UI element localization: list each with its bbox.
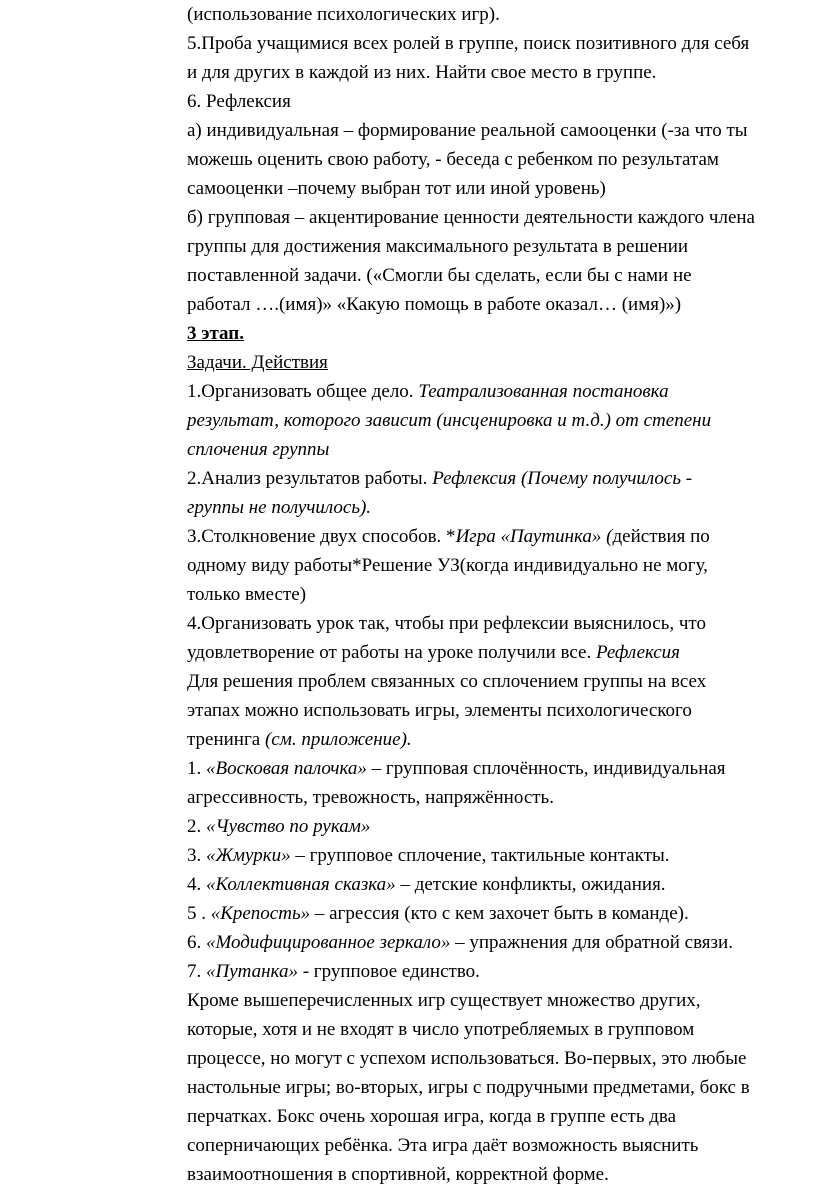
text-line — [187, 551, 708, 580]
text-run: Рефлексия — [595, 642, 680, 663]
text-run: 3. — [187, 845, 206, 866]
text-run: – детские конфликты, ожидания. — [395, 874, 666, 895]
text-line — [187, 638, 680, 667]
text-line — [187, 667, 706, 696]
text-run: «Крепость» — [210, 903, 311, 924]
text-line — [187, 1044, 746, 1073]
text-run: 1.Организовать общее дело. — [187, 381, 419, 402]
text-run: соперничающих ребёнка. Эта игра даёт возможность выяснить — [187, 1135, 699, 1156]
text-line — [187, 899, 689, 928]
text-run: б) групповая – акцентирование ценности деятельности каждого члена — [187, 207, 755, 228]
text-run: 6. Рефлексия — [187, 91, 291, 112]
text-run: настольные игры; во-вторых, игры с подручными предметами, бокс в — [187, 1077, 750, 1098]
text-line — [187, 145, 719, 174]
text-run: которые, хотя и не входят в число употребляемых в групповом — [187, 1019, 695, 1040]
text-run: Игра «Паутинка» ( — [455, 526, 613, 547]
text-run: а) индивидуальная – формирование реальной самооценки (-за что ты — [187, 120, 748, 141]
text-run: и для других в каждой из них. Найти свое место в группе. — [187, 62, 657, 83]
text-line — [187, 319, 244, 348]
text-line — [187, 609, 706, 638]
text-run: 5 . — [187, 903, 211, 924]
text-line — [187, 580, 306, 609]
text-run: этапах можно использовать игры, элементы психологического — [187, 700, 692, 721]
text-run: 3 этап. — [187, 323, 244, 344]
text-run: 1. — [187, 758, 206, 779]
text-line — [187, 812, 370, 841]
text-run: самооценки –почему выбран тот или иной уровень) — [187, 178, 606, 199]
text-line — [187, 203, 755, 232]
text-run: - групповое единство. — [297, 961, 480, 982]
text-line — [187, 406, 711, 435]
text-run: – групповое сплочение, тактильные контакты. — [290, 845, 670, 866]
text-run: результат, которого зависит (инсценировка и т.д.) от степени — [187, 410, 712, 431]
text-line — [187, 493, 371, 522]
text-run: 4. — [187, 874, 206, 895]
text-run: (см. приложение). — [264, 729, 412, 750]
text-run: одному виду работы*Решение УЗ(когда индивидуально не могу, — [187, 555, 708, 576]
text-line — [187, 696, 692, 725]
text-run: только вместе) — [187, 584, 307, 605]
text-run: 2.Анализ результатов работы. — [187, 468, 433, 489]
text-run: «Жмурки» — [206, 845, 291, 866]
text-run: «Восковая палочка» — [206, 758, 367, 779]
text-line — [187, 1131, 698, 1160]
text-line — [187, 783, 554, 812]
text-run: «Чувство по рукам» — [206, 816, 371, 837]
text-line — [187, 1102, 676, 1131]
text-run: взаимоотношения в спортивной, корректной форме. — [187, 1164, 609, 1185]
text-line — [187, 87, 291, 116]
text-run: группы для достижения максимального результата в решении — [187, 236, 689, 257]
text-run: 7. — [187, 961, 206, 982]
text-run: 2. — [187, 816, 206, 837]
text-run: сплочения группы — [187, 439, 330, 460]
text-run: действия по — [612, 526, 710, 547]
text-line — [187, 290, 681, 319]
text-run: «Путанка» — [206, 961, 298, 982]
text-line — [187, 174, 606, 203]
text-line — [187, 841, 669, 870]
text-line — [187, 116, 748, 145]
text-run: 6. — [187, 932, 206, 953]
text-run: (использование психологических игр). — [187, 4, 500, 25]
text-run: процессе, но могут с успехом использоваться. Во-первых, это любые — [187, 1048, 747, 1069]
text-run: группы не получилось). — [187, 497, 372, 518]
text-line — [187, 1015, 694, 1044]
text-run: тренинга — [187, 729, 265, 750]
text-line — [187, 435, 329, 464]
text-run: 3.Столкновение двух способов. * — [187, 526, 456, 547]
text-line — [187, 986, 700, 1015]
text-run: можешь оценить свою работу, - беседа с ребенком по результатам — [187, 149, 719, 170]
text-line — [187, 957, 480, 986]
text-run: 4.Организовать урок так, чтобы при рефлексии выяснилось, что — [187, 613, 706, 634]
text-line — [187, 754, 726, 783]
text-run: поставленной задачи. («Смогли бы сделать, если бы с нами не — [187, 265, 692, 286]
text-line — [187, 464, 692, 493]
text-line — [187, 725, 412, 754]
text-run: Кроме вышеперечисленных игр существует множество других, — [187, 990, 701, 1011]
text-line — [187, 58, 656, 87]
text-line — [187, 1073, 750, 1102]
text-run: «Модифицированное зеркало» — [206, 932, 451, 953]
text-line — [187, 928, 733, 957]
text-line — [187, 232, 688, 261]
text-run: Задачи. Действия — [187, 352, 328, 373]
text-line — [187, 0, 500, 29]
text-line — [187, 377, 669, 406]
text-run: работал ….(имя)» «Какую помощь в работе оказал… (имя)») — [187, 294, 682, 315]
text-run: Театрализованная постановка — [418, 381, 669, 402]
text-line — [187, 348, 328, 377]
text-line — [187, 29, 749, 58]
text-run: «Коллективная сказка» — [206, 874, 396, 895]
text-run: перчатках. Бокс очень хорошая игра, когда в группе есть два — [187, 1106, 677, 1127]
text-line — [187, 870, 666, 899]
text-run: – групповая сплочённость, индивидуальная — [366, 758, 726, 779]
text-run: удовлетворение от работы на уроке получили все. — [187, 642, 596, 663]
text-line — [187, 522, 710, 551]
text-line — [187, 261, 692, 290]
text-run: Рефлексия (Почему получилось - — [432, 468, 693, 489]
text-run: Для решения проблем связанных со сплочением группы на всех — [187, 671, 707, 692]
text-run: 5.Проба учащимися всех ролей в группе, поиск позитивного для себя — [187, 33, 750, 54]
text-run: – упражнения для обратной связи. — [450, 932, 733, 953]
text-line — [187, 1160, 609, 1189]
text-run: – агрессия (кто с кем захочет быть в команде). — [310, 903, 689, 924]
text-run: агрессивность, тревожность, напряжённость. — [187, 787, 554, 808]
